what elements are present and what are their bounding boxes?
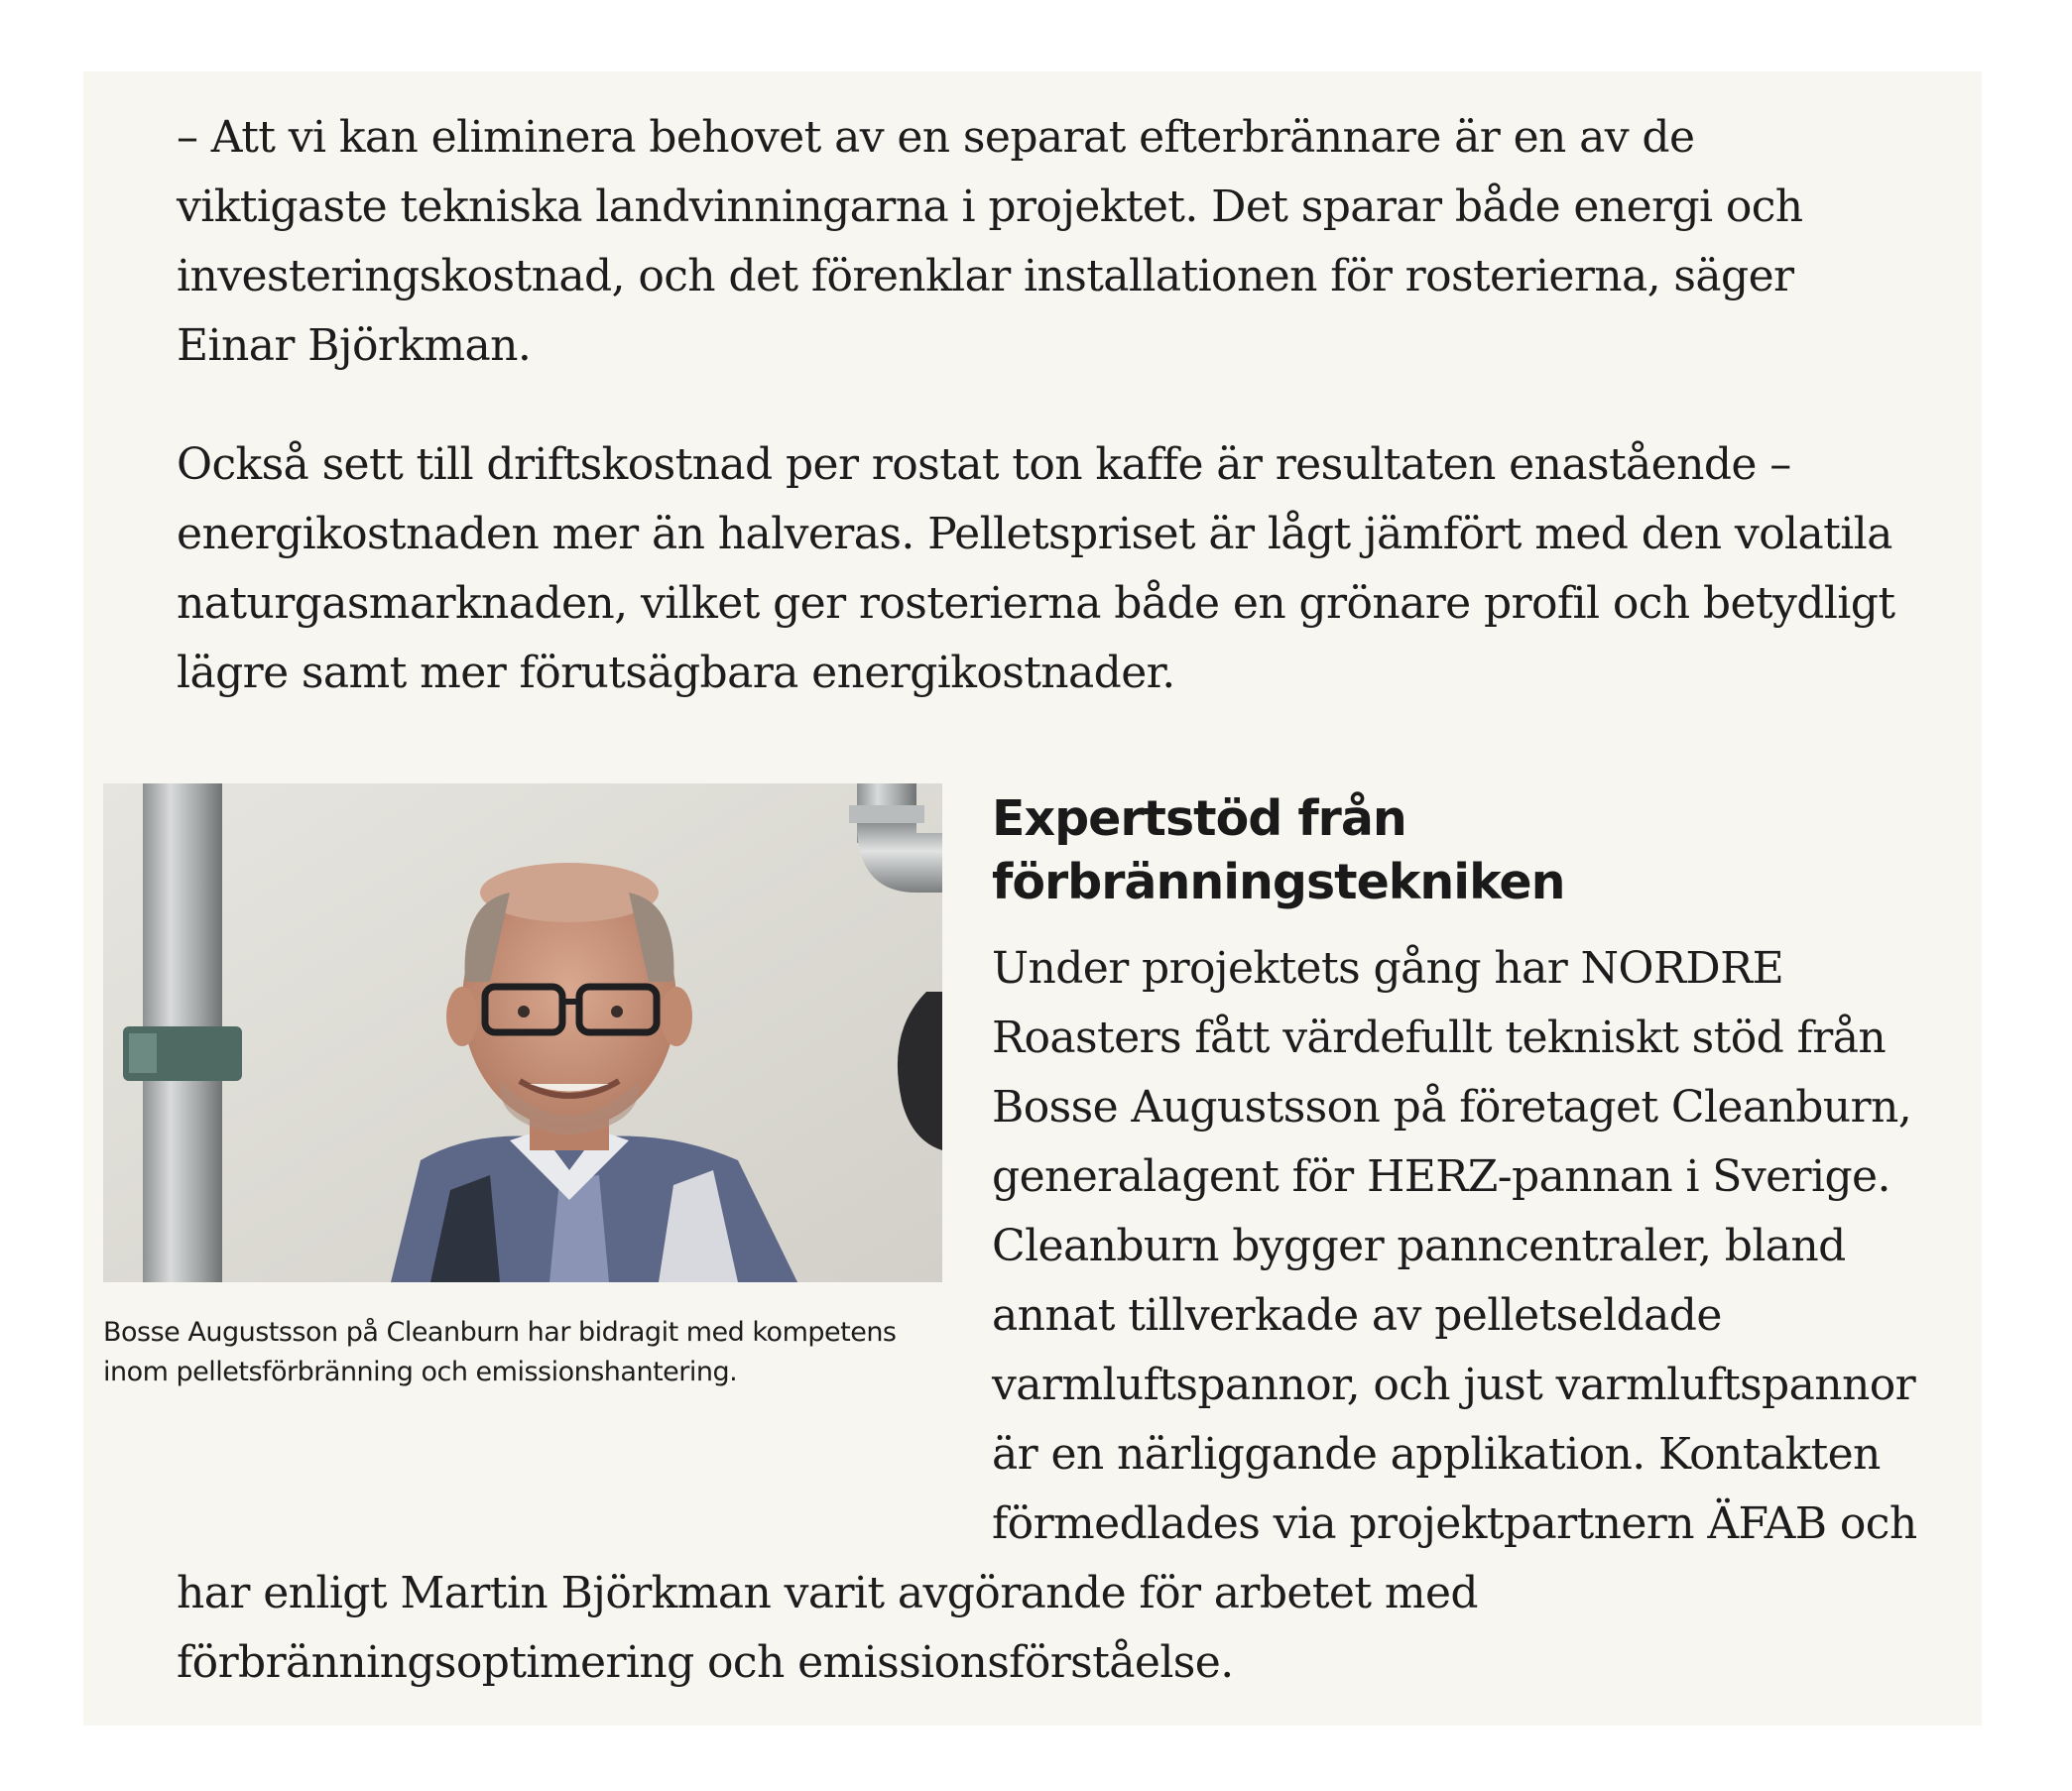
person-photo	[103, 783, 942, 1282]
section-line: Roasters fått värdefullt tekniskt stöd från	[992, 1013, 1887, 1063]
section-line: är en närliggande applikation. Kontakten	[992, 1429, 1881, 1480]
section-line: Bosse Augustsson på företaget Cleanburn,	[992, 1082, 1912, 1133]
section-line: annat tillverkade av pelletseldade	[992, 1290, 1722, 1341]
article-paragraph-costs: Också sett till driftskostnad per rostat ton kaffe är resultaten enastående – energikostnaden mer än halveras. Pelletspriset är lågt jämfört med den volatila naturgasmarknaden, vilket ger rosterierna både en grönare profil och betydligt lägre samt mer förutsägbara energikostnader.	[177, 439, 1895, 698]
section-line: har enligt Martin Björkman varit avgörande för arbetet med	[177, 1568, 1478, 1618]
section-line: Cleanburn bygger panncentraler, bland	[992, 1221, 1846, 1271]
section-line: Under projektets gång har NORDRE	[992, 943, 1784, 994]
photo-caption: Bosse Augustsson på Cleanburn har bidragit med kompetens inom pelletsförbränning och emissionshantering.	[103, 1317, 897, 1387]
person-photo-illustration	[103, 783, 942, 1282]
article-panel	[83, 71, 1982, 1726]
section-heading: Expertstöd från förbränningstekniken	[992, 790, 1565, 910]
section-line: förbränningsoptimering och emissionsförståelse.	[177, 1637, 1234, 1688]
article-paragraph-quote: – Att vi kan eliminera behovet av en separat efterbrännare är en av de viktigaste tekniska landvinningarna i projektet. Det sparar både energi och investeringskostnad, och det förenklar installationen för rosterierna, säger Einar Björkman.	[177, 112, 1803, 371]
section-line: generalagent för HERZ-pannan i Sverige.	[992, 1151, 1890, 1202]
section-line: varmluftspannor, och just varmluftspannor	[992, 1360, 1916, 1410]
section-line: förmedlades via projektpartnern ÄFAB och	[992, 1498, 1917, 1549]
